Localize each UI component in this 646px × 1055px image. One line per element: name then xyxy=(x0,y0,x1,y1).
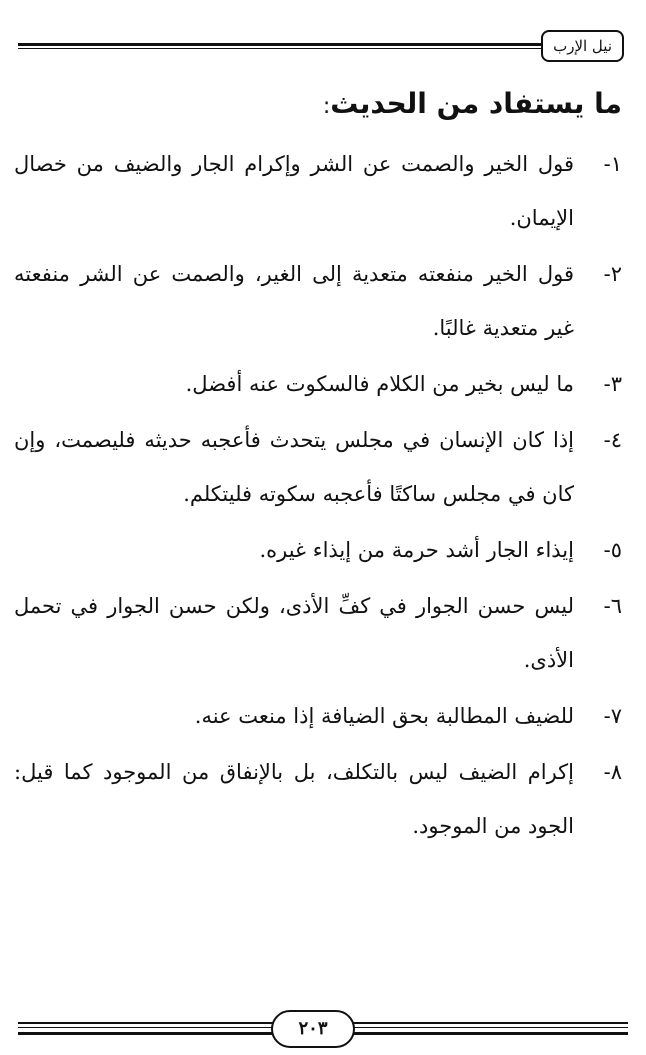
item-text: ما ليس بخير من الكلام فالسكوت عنه أفضل. xyxy=(185,372,574,396)
header-rule-thin xyxy=(18,48,543,49)
section-heading-text: ما يستفاد من الحديث xyxy=(330,87,622,120)
page-number: ٢٠٣ xyxy=(271,1010,355,1048)
page-footer xyxy=(18,1010,628,1046)
item-text: إكرام الضيف ليس بالتكلف، بل بالإنفاق من الموجود كما قيل: الجود من الموجود. xyxy=(14,760,574,838)
benefits-list xyxy=(14,137,622,853)
book-title: نيل الإرب xyxy=(541,30,624,62)
item-text: قول الخير والصمت عن الشر وإكرام الجار والضيف من خصال الإيمان. xyxy=(14,152,574,230)
item-text: إذا كان الإنسان في مجلس يتحدث فأعجبه حديثه فليصمت، وإن كان في مجلس ساكتًا فأعجبه سكوته فليتكلم. xyxy=(14,428,574,506)
item-number: ٤- xyxy=(603,428,622,452)
item-text: قول الخير منفعته متعدية إلى الغير، والصمت عن الشر منفعته غير متعدية غالبًا. xyxy=(14,262,574,340)
list-item xyxy=(14,247,622,355)
item-text: ليس حسن الجوار في كفِّ الأذى، ولكن حسن الجوار في تحمل الأذى. xyxy=(14,594,574,672)
list-item xyxy=(14,523,622,577)
item-number: ٥- xyxy=(603,538,622,562)
list-item xyxy=(14,579,622,687)
item-text: إيذاء الجار أشد حرمة من إيذاء غيره. xyxy=(259,538,574,562)
list-item xyxy=(14,689,622,743)
item-number: ٦- xyxy=(603,594,622,618)
list-item xyxy=(14,745,622,853)
item-number: ١- xyxy=(603,152,622,176)
item-number: ٢- xyxy=(603,262,622,286)
item-number: ٨- xyxy=(603,760,622,784)
item-text: للضيف المطالبة بحق الضيافة إذا منعت عنه. xyxy=(194,704,574,728)
list-item xyxy=(14,137,622,245)
item-number: ٧- xyxy=(603,704,622,728)
list-item xyxy=(14,357,622,411)
header-rule xyxy=(18,43,543,46)
section-heading-colon: : xyxy=(322,94,331,119)
list-item xyxy=(14,413,622,521)
page-content xyxy=(14,82,622,855)
section-heading xyxy=(14,82,622,129)
item-number: ٣- xyxy=(603,372,622,396)
running-header xyxy=(18,28,626,64)
